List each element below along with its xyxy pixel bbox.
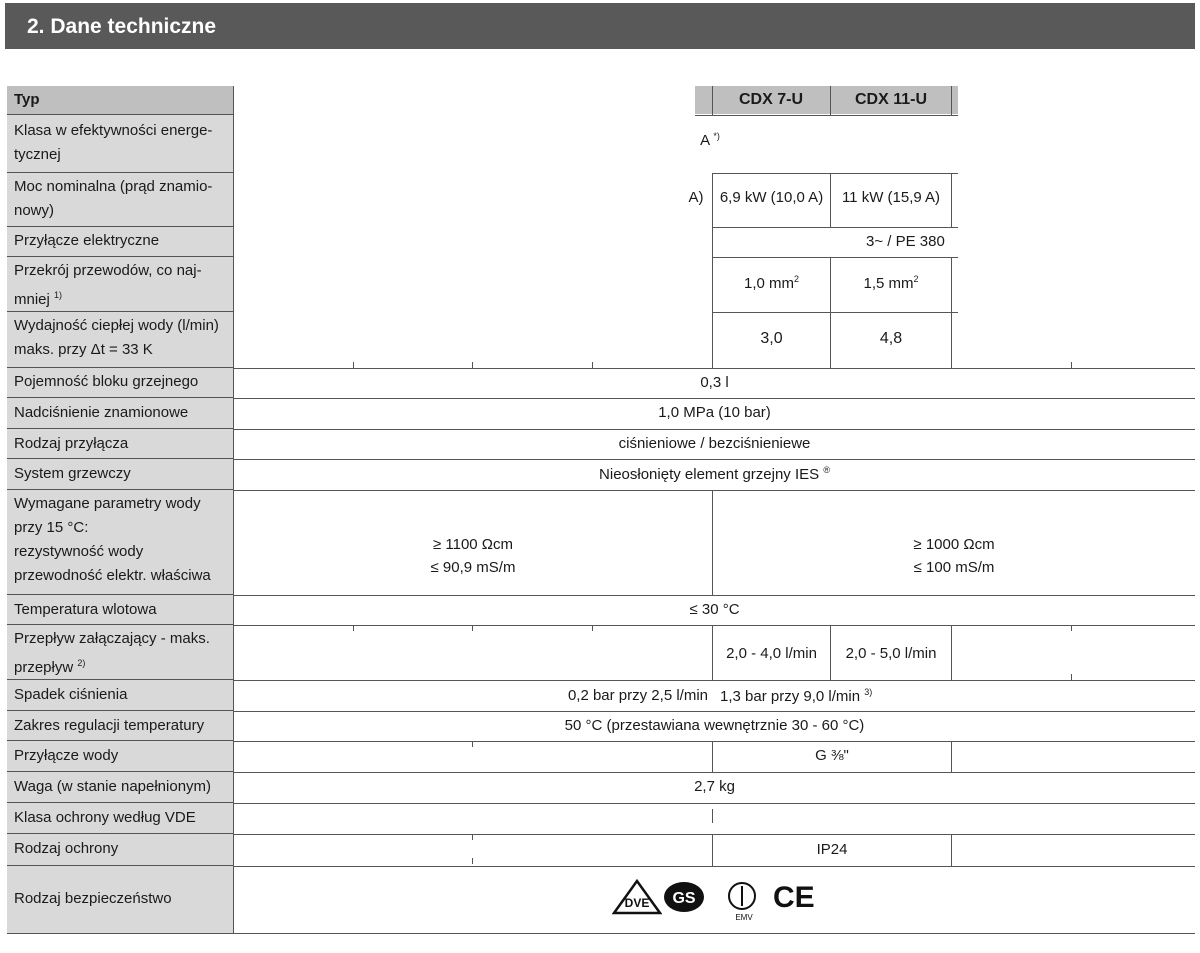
grid-line	[233, 680, 1195, 681]
grid-line	[233, 595, 1195, 596]
row-label: Nadciśnienie znamionowe	[7, 398, 233, 429]
grid-line	[712, 257, 958, 258]
value-pressure-drop-1: 0,2 bar przy 2,5 l/min	[567, 687, 708, 704]
row-label: Spadek ciśnienia	[7, 680, 233, 711]
grid-line	[233, 459, 1195, 460]
col-header-fragment	[695, 86, 712, 114]
value-inlet-temp: ≤ 30 °C	[689, 601, 740, 618]
vde-emv-mark-text: EMV	[735, 913, 753, 922]
grid-line	[712, 86, 713, 115]
row-label: Wymagane parametry wody przy 15 °C: rezystywność wody przewodność elektr. właściwa	[7, 490, 233, 595]
grid-line	[951, 741, 952, 772]
section-header	[5, 3, 1195, 49]
value-power-1: 6,9 kW (10,0 A)	[719, 189, 824, 206]
tick-mark	[1071, 362, 1072, 368]
value-temp-range: 50 °C (przestawiana wewnętrznie 30 - 60 °C)	[564, 717, 865, 734]
row-label: Rodzaj ochrony	[7, 834, 233, 866]
value-water-connection: G ⅜"	[815, 747, 849, 764]
tick-mark	[353, 362, 354, 368]
value-energy-class: A *)	[700, 131, 720, 149]
tick-mark	[353, 625, 354, 631]
section-title: 2. Dane techniczne	[27, 15, 217, 38]
tick-mark	[472, 858, 473, 864]
grid-line	[233, 490, 1195, 491]
value-protection-type: IP24	[816, 841, 848, 858]
row-label: Klasa ochrony według VDE	[7, 803, 233, 834]
tick-mark	[1071, 625, 1072, 631]
gs-mark-text: GS	[672, 890, 696, 907]
value-flow-2: 4,8	[879, 330, 903, 347]
tick-mark	[472, 362, 473, 368]
col-header-typ: Typ	[7, 86, 233, 115]
value-switch-flow-1: 2,0 - 4,0 l/min	[726, 645, 817, 662]
value-capacity: 0,3 l	[700, 374, 729, 391]
row-label: Przyłącze wody	[7, 741, 233, 772]
col-header-fragment-right	[952, 86, 958, 114]
row-label: Przepływ załączający - maks. przepływ $^{2)}$	[7, 625, 233, 680]
value-water-params-2: ≥ 1000 Ωcm ≤ 100 mS/m	[913, 536, 995, 576]
grid-line	[233, 834, 1195, 835]
value-pressure-drop-2: 1,3 bar przy 9,0 l/min $^{3)}$	[720, 687, 873, 705]
grid-line	[951, 86, 952, 115]
value-water-params-1: ≥ 1100 Ωcm ≤ 90,9 mS/m	[430, 536, 516, 576]
tick-mark	[472, 834, 473, 840]
row-label: Pojemność bloku grzejnego	[7, 368, 233, 398]
value-connection-type: ciśnieniowe / bezciśnieniewe	[618, 435, 811, 452]
row-label: Rodzaj bezpieczeństwo	[7, 866, 233, 933]
grid-line	[233, 398, 1195, 399]
grid-line	[712, 227, 958, 228]
tick-mark	[592, 362, 593, 368]
row-label: Rodzaj przyłącza	[7, 429, 233, 459]
grid-line	[951, 173, 952, 227]
value-electric-connection: 3~ / PE 380	[866, 233, 945, 250]
gs-mark-icon	[662, 880, 706, 914]
grid-line	[712, 312, 958, 313]
row-label: Przyłącze elektryczne	[7, 227, 233, 257]
row-label: Klasa w efektywności energe- tycznej	[7, 115, 233, 173]
value-switch-flow-2: 2,0 - 5,0 l/min	[845, 645, 937, 662]
vde-emv-mark-icon	[724, 880, 764, 922]
grid-line	[233, 625, 1195, 626]
grid-line	[233, 711, 1195, 712]
row-label: Wydajność ciepłej wody (l/min) maks. przy Δt = 33 K	[7, 312, 233, 368]
grid-line	[951, 834, 952, 866]
grid-line	[233, 429, 1195, 430]
grid-line	[695, 115, 958, 116]
value-power-2: 11 kW (15,9 A)	[841, 189, 941, 206]
grid-line	[712, 173, 958, 174]
value-cable-1: 1,0 $mm^2$	[743, 274, 800, 292]
grid-line	[951, 625, 952, 680]
col-header-model-1: CDX 7-U	[712, 86, 830, 114]
tick-mark	[472, 625, 473, 631]
grid-line	[830, 86, 831, 115]
tick-mark	[592, 625, 593, 631]
grid-line	[233, 772, 1195, 773]
value-heating-system: Nieosłonięty element grzejny IES ®	[599, 465, 830, 483]
row-label: Moc nominalna (prąd znamio- nowy)	[7, 173, 233, 227]
value-weight: 2,7 kg	[694, 778, 735, 795]
grid-line	[233, 866, 1195, 867]
grid-line	[951, 257, 952, 368]
tick-mark	[1071, 674, 1072, 680]
row-label: Waga (w stanie napełnionym)	[7, 772, 233, 803]
value-pressure: 1,0 MPa (10 bar)	[658, 404, 771, 421]
dve-mark-icon	[612, 877, 662, 915]
grid-line	[233, 741, 1195, 742]
value-flow-1: 3,0	[760, 330, 783, 347]
grid-line	[233, 86, 234, 933]
row-label: Przekrój przewodów, co naj- mniej $^{1)}$	[7, 257, 233, 312]
tick-mark	[472, 741, 473, 747]
row-label: System grzewczy	[7, 459, 233, 490]
dve-mark-text: DVE	[624, 896, 650, 910]
row-label: Zakres regulacji temperatury	[7, 711, 233, 741]
row-label: Temperatura wlotowa	[7, 595, 233, 625]
grid-line	[712, 809, 713, 823]
col-header-model-2: CDX 11-U	[831, 86, 951, 114]
ce-mark-icon	[773, 881, 819, 911]
grid-line	[233, 368, 1195, 369]
ce-mark-text: CE	[773, 881, 815, 911]
grid-line	[7, 933, 1195, 934]
value-cable-2: 1,5 $mm^2$	[863, 274, 919, 292]
grid-line	[233, 803, 1195, 804]
value-fragment: A)	[688, 189, 704, 206]
